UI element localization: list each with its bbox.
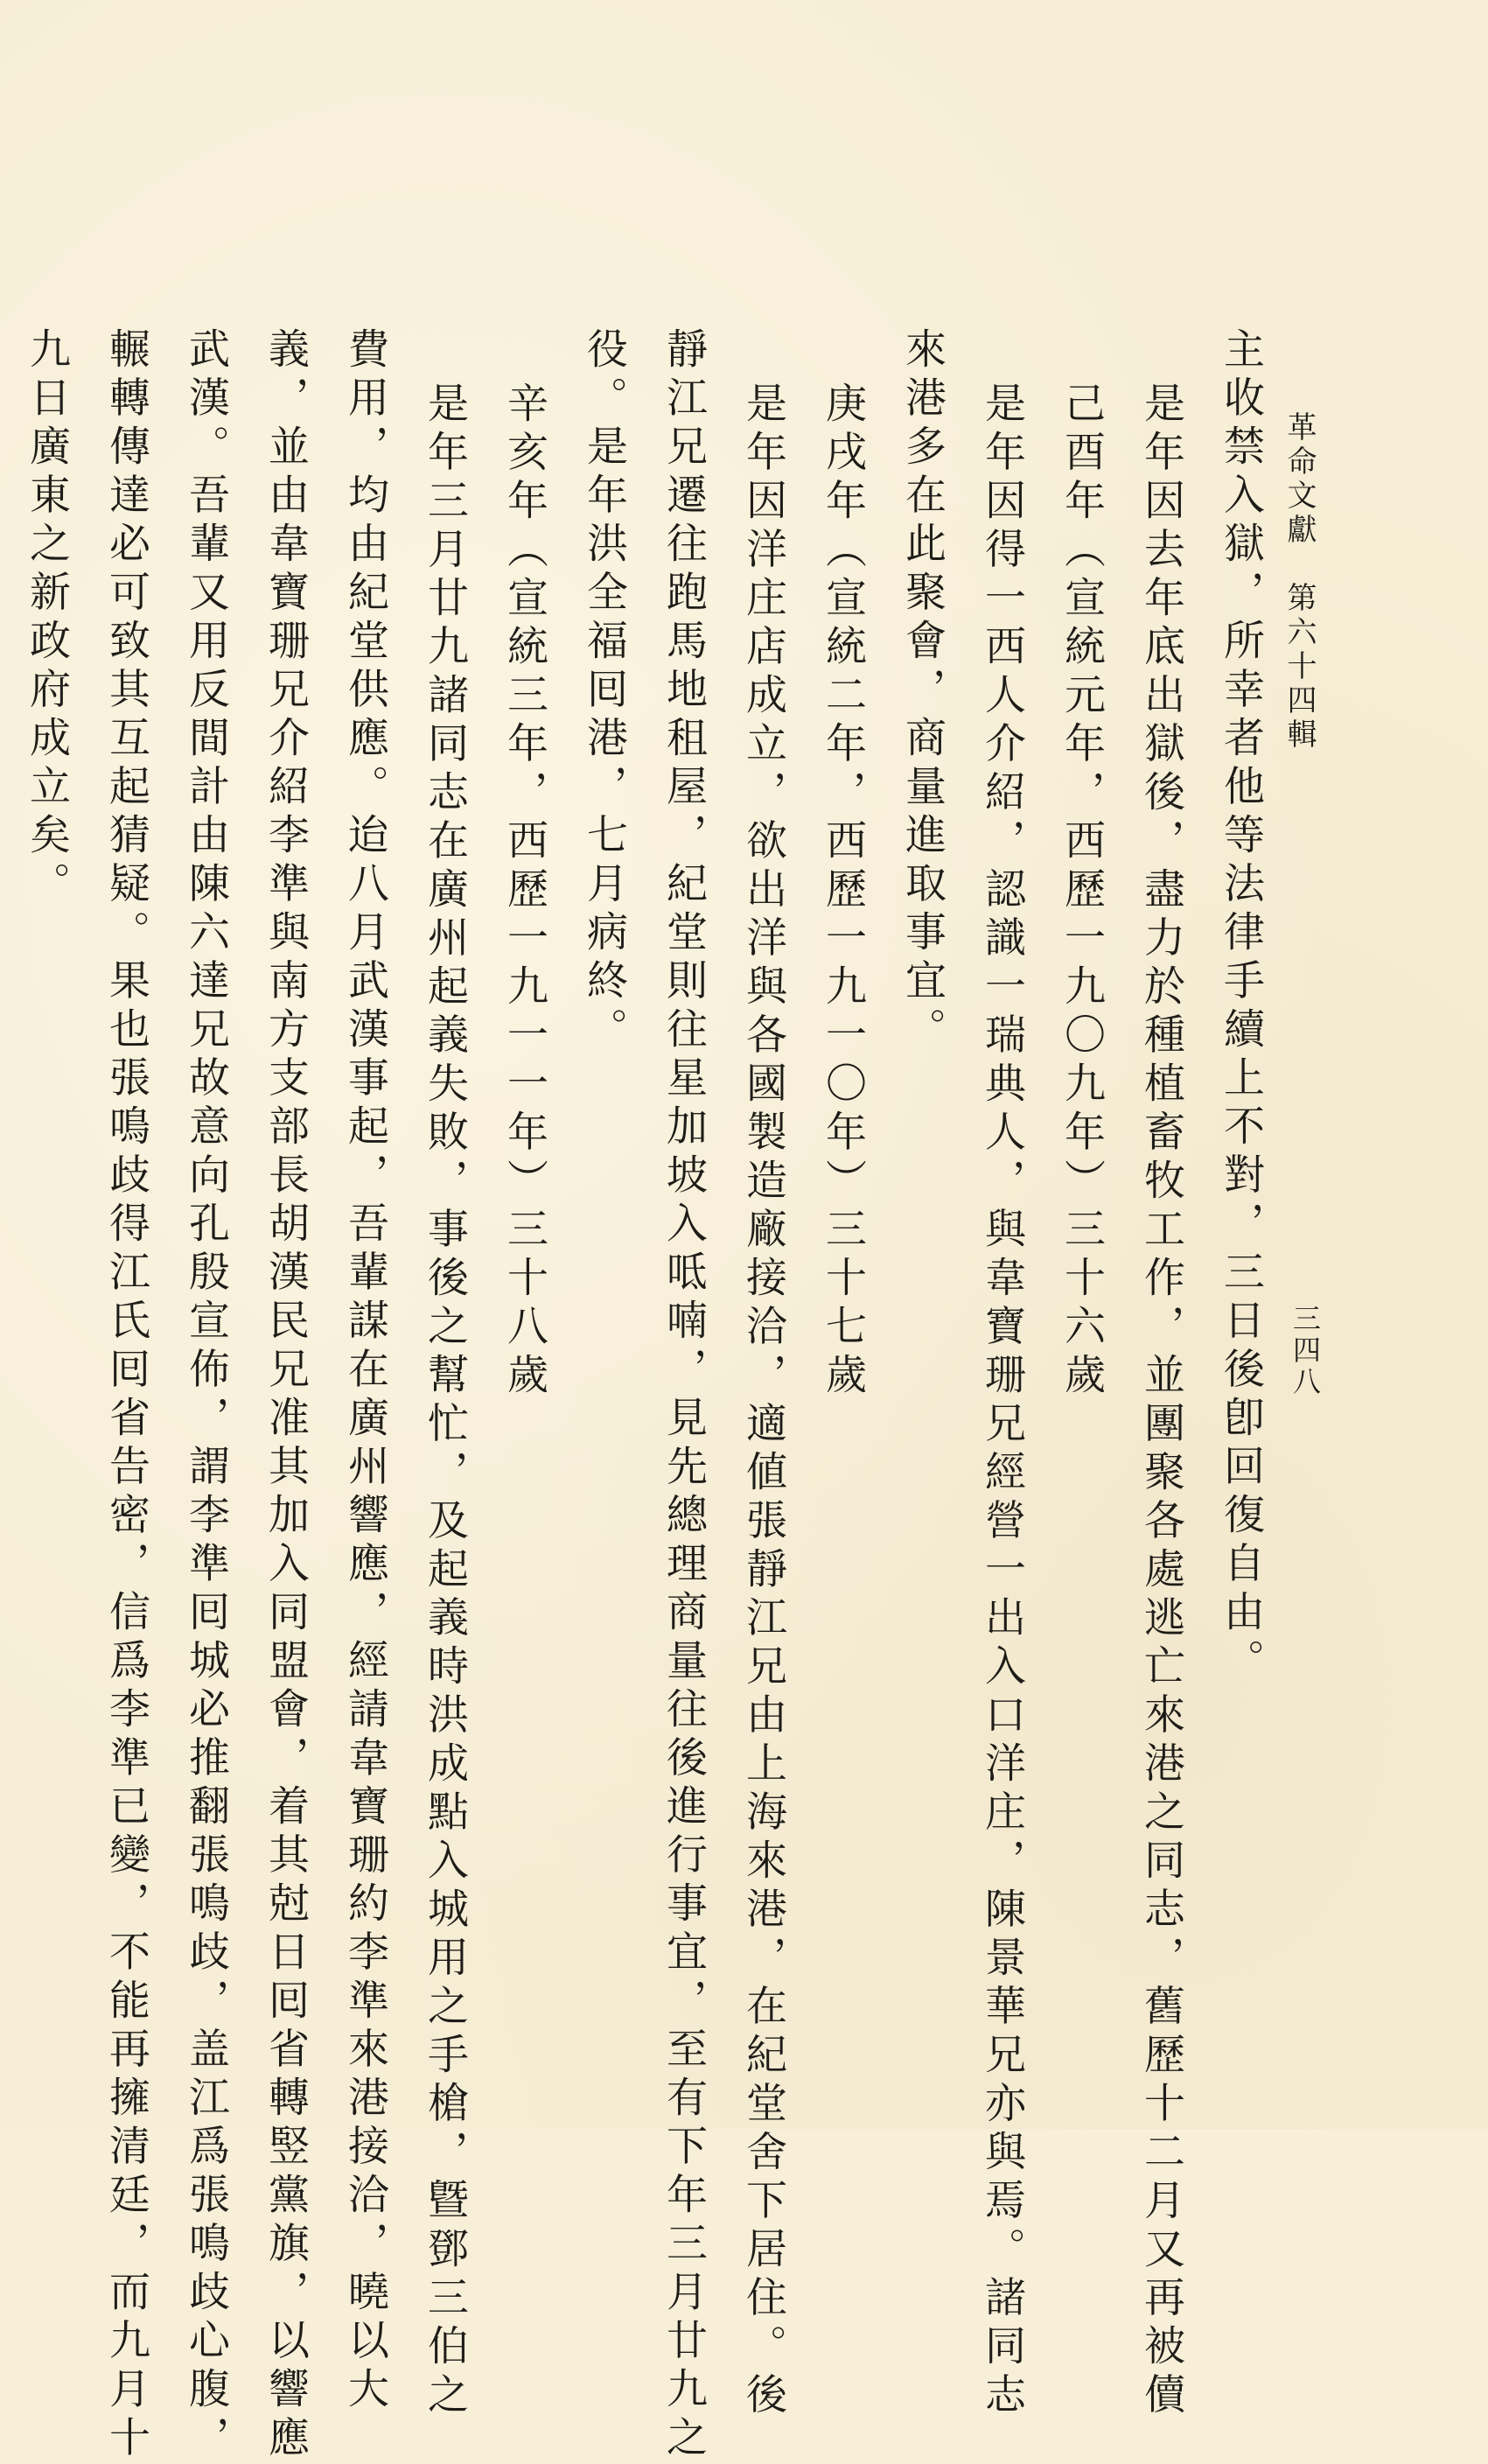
- body-text: [0, 327, 1271, 2464]
- text-column: 主收禁入獄，所幸者他等法律手續上不對，三日後卽回復自由。: [1217, 327, 1265, 1687]
- text-column: 是年因去年底出獄後，盡力於種植畜牧工作，並團聚各處逃亡來港之同志，舊歷十二月又再被儥: [1137, 382, 1185, 2421]
- text-column: 輾轉傳達必可致其互起猜疑。果也張鳴歧得江氏囘省告密，信爲李準已變，不能再擁清廷，而九月十: [102, 327, 150, 2464]
- text-column: 武漢。吾輩又用反間計由陳六達兄故意向孔殷宣佈，謂李準囘城必推翻張鳴歧，盖江爲張鳴歧心腹，: [182, 327, 230, 2464]
- text-column: 是年三月廿九諸同志在廣州起義失敗，事後之幫忙，及起義時洪成點入城用之手槍，曁鄧三伯之: [421, 382, 469, 2421]
- running-title: 革命文獻 第六十四輯: [1282, 411, 1317, 752]
- text-column: 庚戌年（宣統二年，西歷一九一〇年）三十七歲: [819, 382, 867, 1402]
- text-column: 己酉年（宣統元年，西歷一九〇九年）三十六歲: [1058, 382, 1106, 1402]
- text-column: 費用，均由紀堂供應。迨八月武漢事起，吾輩謀在廣州響應，經請韋寶珊約李準來港接洽，曉以大: [341, 327, 389, 2416]
- text-column: 靜江兄遷往跑馬地租屋，紀堂則往星加坡入呧喃，見先總理商量往後進行事宜，至有下年三月廿九之: [660, 327, 708, 2464]
- text-column: 辛亥年（宣統三年，西歷一九一一年）三十八歲: [500, 382, 548, 1402]
- text-column: 義，並由韋寶珊兄介紹李準與南方支部長胡漢民兄准其加入同盟會，着其尅日囘省轉竪黨旗，以響應: [262, 327, 310, 2464]
- text-column: 來港多在此聚會，商量進取事宜。: [898, 327, 947, 1056]
- text-column: 九日廣東之新政府成立矣。: [23, 327, 71, 910]
- page-number: 三四八: [1289, 1304, 1322, 1398]
- text-column: 役。是年洪全福囘港，七月病終。: [580, 327, 628, 1056]
- text-column: 是年因洋庄店成立，欲出洋與各國製造廠接洽，適値張靜江兄由上海來港，在紀堂舍下居住。後: [739, 382, 787, 2421]
- text-column: 是年因得一西人介紹，認識一瑞典人，與韋寶珊兄經營一出入口洋庄，陳景華兄亦與焉。諸同志: [978, 382, 1026, 2421]
